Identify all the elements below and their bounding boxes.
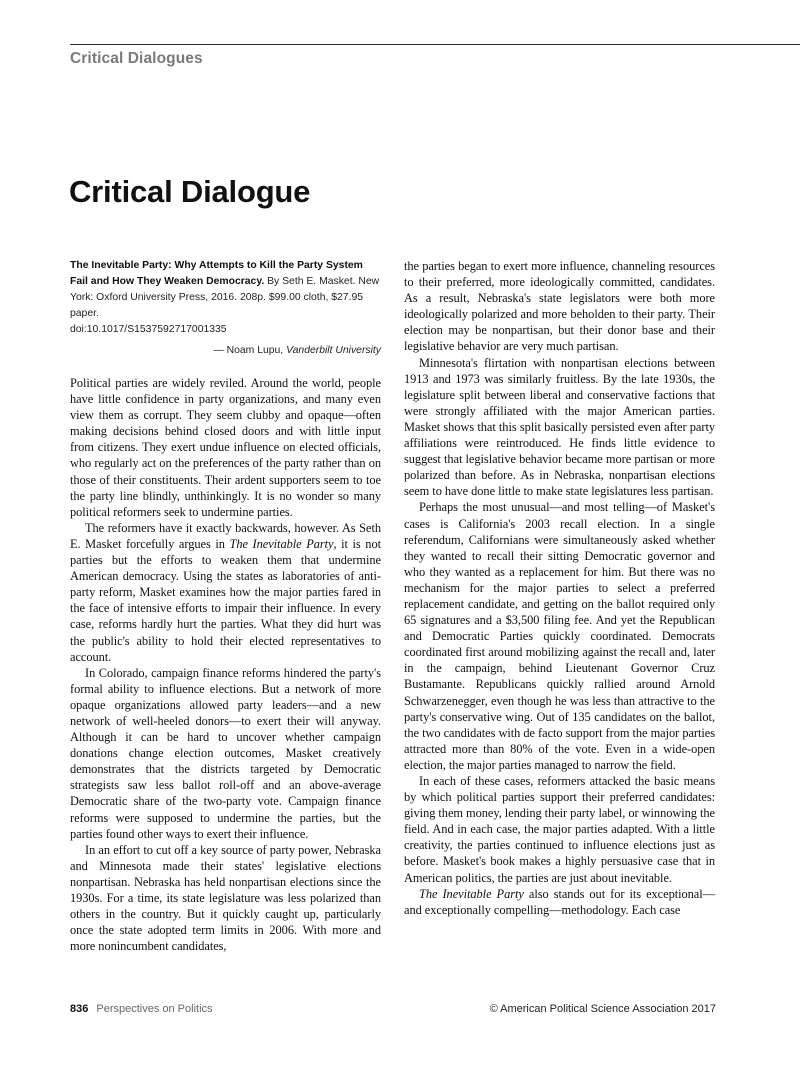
paragraph: In Colorado, campaign finance reforms hindered the party's formal ability to influence elections. But a network of more opaque organizations allowed party leaders—and a new network of well-heeled donors—to exert their will anyway. Although it can be hard to uncover whether campaign donations change election outcomes, Masket creatively demonstrates that the districts targeted by Democratic strategists saw less ballot roll-off and an above-average Democratic share of the two-party vote. Campaign finance reforms were supposed to undermine the parties, but the parties found other ways to exert their influence. <box>70 665 381 841</box>
section-label: Critical Dialogues <box>70 50 203 67</box>
left-column <box>70 258 381 954</box>
reviewer-name: — Noam Lupu, <box>213 345 287 356</box>
header-rule <box>70 44 800 45</box>
paragraph: Minnesota's flirtation with nonpartisan elections between 1913 and 1973 was similarly fruitless. By the late 1930s, the legislature split between liberal and conservative factions that were strongly affiliated with the major American parties. Masket shows that this split basically persisted even after party affiliations were reintroduced. He finds little evidence to suggest that legislative behavior became more partisan or more polarized than before. As in Nebraska, nonpartisan elections seem to have done little to make state legislatures less partisan. <box>404 355 715 499</box>
reviewer-affiliation: Vanderbilt University <box>286 345 381 356</box>
book-title: The Inevitable Party: Why Attempts to Kill the Party System Fail and How They Weaken Democracy. <box>70 260 363 287</box>
book-title-italic: The Inevitable Party <box>419 886 524 901</box>
book-publication-details: By Seth E. Masket. New York: Oxford University Press, 2016. 208p. $99.00 cloth, $27.95 paper. <box>70 276 380 319</box>
journal-name: Perspectives on Politics <box>96 1003 213 1015</box>
paragraph: Perhaps the most unusual—and most telling—of Masket's cases is California's 2003 recall election. In a single referendum, Californians were simultaneously asked whether they wanted to recall their sitting Democratic governor and who they wanted as a replacement for him. But there was no mechanism for the major parties to select a preferred replacement candidate, and getting on the ballot required only 65 signatures and a $3,500 filing fee. And yet the Republican and Democratic Parties quickly coordinated. Democrats coordinated first around mobilizing against the recall and, later in the campaign, behind Lieutenant Governor Cruz Bustamante. Republicans quickly rallied around Arnold Schwarzenegger, even though he was less than attractive to the party's conservative wing. Out of 135 candidates on the ballot, the two candidates with de facto support from the major parties attracted more than 80% of the vote. Even in a wide-open election, the major parties managed to narrow the field. <box>404 500 715 772</box>
page-title: Critical Dialogue <box>69 174 311 209</box>
right-column <box>404 258 715 918</box>
footer-left <box>70 1003 213 1015</box>
paragraph-continued: the parties began to exert more influence, channeling resources to their preferred, more ideologically committed, candidates. As a result, Nebraska's state legislators were both more ideologically polarized and more beholden to their party. Their election may be nonpartisan, but their donor base and their legislative behavior are very much partisan. <box>404 259 715 354</box>
paragraph-text: also stands out for its exceptional—and exceptionally compelling—methodology. Each case <box>404 886 715 917</box>
paragraph: In an effort to cut off a key source of party power, Nebraska and Minnesota made their states' legislative elections nonpartisan. Nebraska has held nonpartisan elections since the 1930s. For a time, its state legislature was less polarized than others in the country. But it quickly caught up, particularly once the state adopted term limits in 2006. With more and more nonincumbent candidates, <box>70 842 381 954</box>
paragraph <box>70 520 381 665</box>
book-citation <box>70 258 381 338</box>
paragraph-text: , it is not parties but the efforts to weaken them that undermine American democracy. Using the states as laboratories of anti-party reform, Masket examines how the major parties fared in the face of intensive efforts to impair their influence. In every case, reforms hardly hurt the parties. What they did hurt was the public's ability to hold their elected representatives to account. <box>70 536 381 664</box>
copyright: © American Political Science Association 2017 <box>489 1003 716 1015</box>
paragraph: Political parties are widely reviled. Around the world, people have little confidence in party organizations, and many even view them as corrupt. They seem clubby and opaque—often making decisions behind closed doors and with little input from citizens. They exert undue influence on elected officials, who regularly act on the preferences of the party rather than on those of their constituents. Their ardent supporters seem to toe the party line blindly, unthinkingly. It is no wonder so many political reformers seek to undermine parties. <box>70 376 381 519</box>
page-number: 836 <box>70 1003 89 1015</box>
reviewer <box>70 343 381 359</box>
paragraph-text: The reformers have it exactly backwards, however. As Seth E. Masket forcefully argues in <box>70 520 381 551</box>
right-column-body <box>404 258 715 918</box>
paragraph <box>404 886 715 918</box>
left-column-body <box>70 375 381 954</box>
book-title-italic: The Inevitable Party <box>229 536 334 551</box>
doi[interactable]: doi:10.1017/S1537592717001335 <box>70 324 227 335</box>
paragraph: In each of these cases, reformers attacked the basic means by which political parties support their preferred candidates: giving them money, lending their party label, or winnowing the field. And in each case, the major parties adapted. With a little creativity, the parties continued to influence elections just as before. Masket's book makes a highly persuasive case that in American politics, the parties are just about inevitable. <box>404 774 715 885</box>
